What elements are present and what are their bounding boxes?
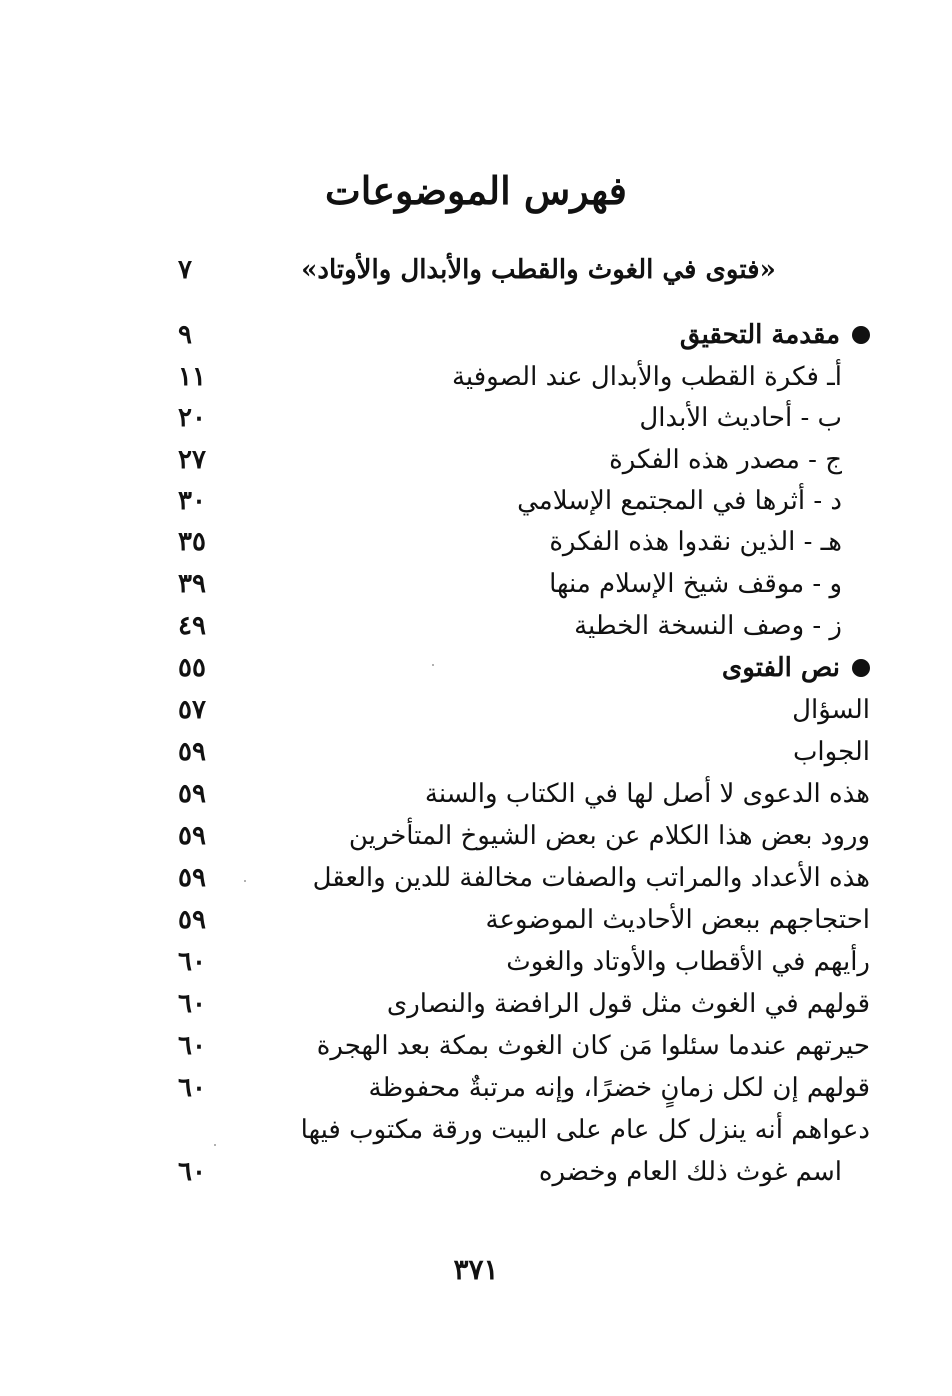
toc-page-number: ٥٩: [178, 905, 206, 935]
toc-row: [150, 522, 870, 562]
toc-section-heading: [150, 648, 870, 688]
toc-entry-text: د - أثرها في المجتمع الإسلامي: [517, 486, 842, 516]
toc-row: [150, 1152, 870, 1192]
toc-row: [150, 984, 870, 1024]
toc-page-number: ٣٩: [178, 569, 206, 599]
toc-row: [150, 357, 870, 397]
toc-page-number: ٤٩: [178, 611, 206, 641]
toc-page-number: ٩: [178, 320, 192, 350]
toc-entry-text: نص الفتوى: [721, 653, 840, 683]
toc-page-number: ٥٥: [178, 653, 206, 683]
toc-entry-text: ج - مصدر هذه الفكرة: [609, 445, 842, 475]
toc-row: [150, 942, 870, 982]
toc-page-number: ٦٠: [178, 947, 206, 977]
toc-page-number: ٥٩: [178, 821, 206, 851]
toc-section-heading: [150, 315, 870, 355]
toc-entry-text: ز - وصف النسخة الخطية: [574, 611, 842, 641]
toc-entry-text: ب - أحاديث الأبدال: [639, 403, 842, 433]
scan-speck: [214, 1144, 216, 1146]
toc-row: [150, 564, 870, 604]
toc-row: [150, 606, 870, 646]
toc-row: [150, 732, 870, 772]
toc-row: [150, 481, 870, 521]
toc-row: [150, 1068, 870, 1108]
toc-row: [150, 858, 870, 898]
toc-page-number: ٢٧: [178, 445, 206, 475]
scan-speck: [432, 664, 434, 666]
toc-page-number: ٥٩: [178, 737, 206, 767]
toc-entry-text: هـ - الذين نقدوا هذه الفكرة: [549, 527, 842, 557]
bullet-icon: [852, 659, 870, 677]
toc-entry-text: احتجاجهم ببعض الأحاديث الموضوعة: [485, 905, 870, 935]
toc-row: [150, 1026, 870, 1066]
toc-row: [150, 1110, 870, 1150]
toc-page-number: ٦٠: [178, 1031, 206, 1061]
toc-entry-text: مقدمة التحقيق: [679, 320, 840, 350]
toc-page-number: ١١: [178, 362, 206, 392]
toc-entry-text: أـ فكرة القطب والأبدال عند الصوفية: [451, 362, 842, 392]
toc-entry-text: اسم غوث ذلك العام وخضره: [538, 1157, 842, 1187]
toc-page-number: ٥٩: [178, 863, 206, 893]
toc-page-number: ٦٠: [178, 989, 206, 1019]
toc-entry-text: رأيهم في الأقطاب والأوتاد والغوث: [506, 947, 870, 977]
toc-page-number: ٣٥: [178, 527, 206, 557]
toc-entry-text: السؤال: [792, 695, 870, 725]
toc-page-number: ٦٠: [178, 1157, 206, 1187]
page-number: ٣٧١: [453, 1253, 499, 1286]
toc-page-number: ٥٩: [178, 779, 206, 809]
toc-row: [150, 774, 870, 814]
toc-entry-text: هذه الأعداد والمراتب والصفات مخالفة للدين والعقل: [312, 863, 870, 893]
toc-row: [150, 900, 870, 940]
toc-entry-text: حيرتهم عندما سئلوا مَن كان الغوث بمكة بعد الهجرة: [316, 1031, 870, 1061]
toc-entry-text: قولهم في الغوث مثل قول الرافضة والنصارى: [386, 989, 870, 1019]
scan-speck: [244, 880, 246, 882]
bullet-icon: [852, 326, 870, 344]
toc-entry-text: الجواب: [792, 737, 870, 767]
toc-page-number: ٢٠: [178, 403, 206, 433]
toc-entry-text: «فتوى في الغوث والقطب والأبدال والأوتاد»: [301, 255, 776, 285]
page-title: فهرس الموضوعات: [325, 168, 627, 213]
toc-page-number: ٧: [178, 255, 192, 285]
toc-row-fatwa-title: [150, 250, 870, 290]
toc-entry-text: و - موقف شيخ الإسلام منها: [549, 569, 842, 599]
toc-entry-text: ورود بعض هذا الكلام عن بعض الشيوخ المتأخرين: [348, 821, 870, 851]
toc-page-number: ٥٧: [178, 695, 206, 725]
toc-page-number: ٣٠: [178, 486, 206, 516]
toc-entry-text: قولهم إن لكل زمانٍ خضرًا، وإنه مرتبةٌ محفوظة: [368, 1073, 870, 1103]
toc-row: [150, 690, 870, 730]
toc-page-number: ٦٠: [178, 1073, 206, 1103]
toc-entry-text: هذه الدعوى لا أصل لها في الكتاب والسنة: [424, 779, 870, 809]
toc-row: [150, 398, 870, 438]
toc-row: [150, 440, 870, 480]
toc-row: [150, 816, 870, 856]
toc-entry-text: دعواهم أنه ينزل كل عام على البيت ورقة مكتوب فيها: [300, 1115, 870, 1145]
